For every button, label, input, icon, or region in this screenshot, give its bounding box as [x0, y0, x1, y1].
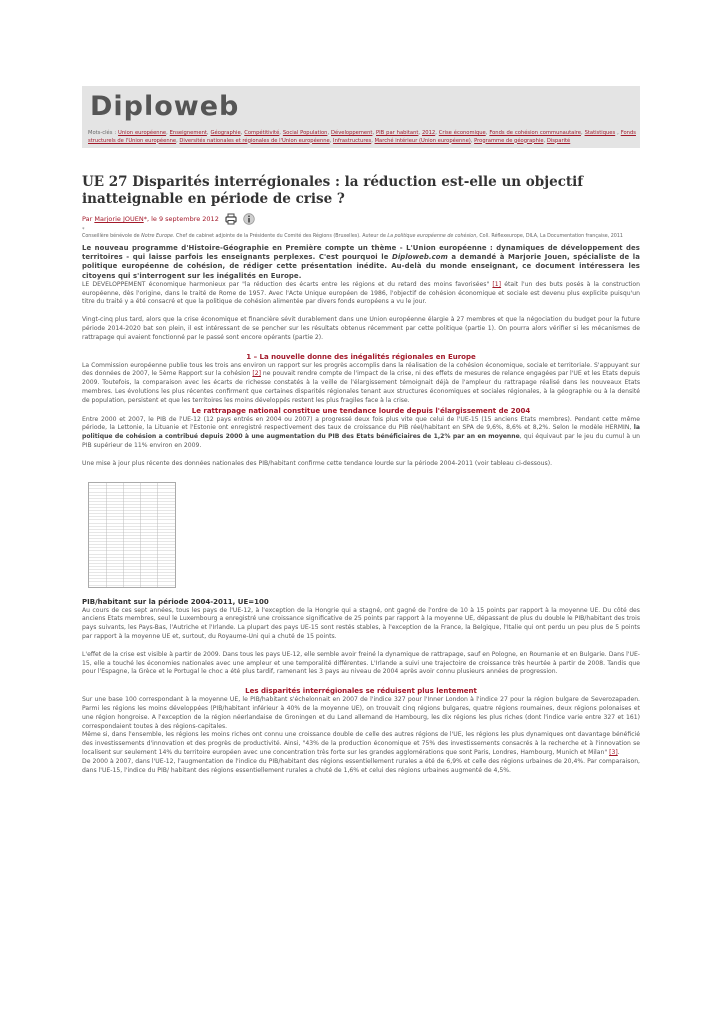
byline — [82, 212, 640, 226]
subsection-2-paragraph-2: Même si, dans l'ensemble, les régions les moins riches ont connu une croissance double de celle des autres régions de l'UE, les régions les plus dynamiques ont davantage bénéficié des investissements d'innovation et des progrès de productivité. Ainsi, "43% de la production économique et 75% des investissements consacrés à la recherche et à l'innovation se localisent sur seulement 14% du territoire européen avec une concentration très forte sur les grandes agglomérations que sont Paris, Londres, Hambourg, Munich et Milan" [3]. — [82, 731, 640, 756]
site-header — [82, 86, 640, 148]
keyword-link[interactable]: Géographie — [210, 130, 241, 136]
subsection-2-paragraph-1: Sur une base 100 correspondant à la moyenne UE, le PIB/habitant s'échelonnait en 2007 de l'indice 327 pour l'Inner London à l'indice 27 pour la région bulgare de Severozapaden. Parmi les régions les moins développées (PIB/habitant inférieur à 40% de la moyenne UE), on trouvait cinq régions bulgares, quatre régions roumaines, deux régions polonaises et une région hongroise. A l'exception de la région néerlandaise de Groningen et du Land allemand de Hambourg, les dix régions les plus riches (dont l'indice varie entre 327 et 161) correspondaient toutes à des régions-capitales. — [82, 696, 640, 730]
keyword-link[interactable]: Statistiques — [584, 130, 616, 136]
section-1-heading: 1 – La nouvelle donne des inégalités régionales en Europe — [246, 352, 476, 361]
keywords-label: Mots-clés — [88, 130, 113, 136]
subsection-1-paragraph-1: Entre 2000 et 2007, le PIB de l'UE-12 (12 pays entrés en 2004 ou 2007) a progressé deux fois plus vite que celui de l'UE-15 (15 anciens Etats membres). Pendant cette même période, la Lettonie, la Lituanie et l'Estonie ont enregistré respectivement des taux de croissance du PIB réel/habitant en SPA de 9,6%, 8,6% et 8,2%. Selon le modèle HERMIN, la politique de cohésion a contribué depuis 2000 à une augmentation du PIB des Etats bénéficiaires de 1,2% par an en moyenne, qui équivaut par le jeu du cumul à un PIB supérieur de 11% environ en 2009. — [82, 415, 640, 449]
table-grid — [88, 482, 176, 588]
subsection-2-heading: Les disparités interrégionales se réduisent plus lentement — [245, 687, 477, 696]
info-icon[interactable] — [243, 213, 255, 225]
keyword-link[interactable]: Développement — [331, 130, 373, 136]
keyword-link[interactable]: Programme de géographie — [474, 137, 544, 144]
keyword-link[interactable]: PIB par habitant — [376, 130, 419, 136]
footnote-ref-3[interactable]: [3] — [609, 748, 618, 756]
section-1-paragraph: La Commission européenne publie tous les trois ans environ un rapport sur les progrès accomplis dans la réalisation de la cohésion économique, sociale et territoriale. S'appuyant sur des données de 2007, le 5ème Rapport sur la cohésion [2] ne pouvait rendre compte de l'impact de la crise, ni des effets de mesures de relance engagées par l'UE et les Etats depuis 2009. Toutefois, la comparaison avec les écarts de richesse constatés à la veille de l'élargissement témoignait déjà de l'ampleur du rattrapage réalisé dans les nouveaux Etats membres. Les évolutions les plus récentes confirment que certaines disparités régionales tenant aux structures économiques et sociales régionales, à la géographie ou à la densité de population, persistent et que les territoires les moins développés restent les plus fragiles face à la crise. — [82, 361, 640, 404]
author-note-marker: * — [82, 227, 85, 233]
footnote-ref-2[interactable]: [2] — [252, 370, 261, 378]
article-title: UE 27 Disparités interrégionales : la réduction est-elle un objectif inatteignable en période de crise ? — [82, 174, 584, 207]
keyword-link[interactable]: Compétitivité — [244, 130, 280, 136]
intro-paragraph-2: Vingt-cinq plus tard, alors que la crise économique et financière sévit durablement dans une Union européenne élargie à 27 membres et que la négociation du budget pour la future période 2014-2020 bat son plein, il est intéressant de se pencher sur les résultats obtenus récemment par cette politique (partie 1). On pourra alors vérifier si les mécanismes de rattrapage qui avaient fonctionné par le passé sont encore opérants (partie 2). — [82, 316, 640, 341]
subsection-1-paragraph-4: L'effet de la crise est visible à partir de 2009. Dans tous les pays UE-12, elle semble avoir freiné la dynamique de rattrapage, sauf en Pologne, en Roumanie et en Bulgarie. Dans l'UE-15, elle a touché les économies nationales avec une ampleur et une temporalité différentes. L'Irlande a suivi une trajectoire de croissance très heurtée à partir de 2008. Tandis que pour l'Espagne, la Grèce et le Portugal le choc a été plus tardif, ramenant les 3 pays au niveau de 2004 après avoir connu plusieurs années de progression. — [82, 650, 640, 676]
subsection-1-paragraph-3: Au cours de ces sept années, tous les pays de l'UE-12, à l'exception de la Hongrie qui a stagné, ont gagné de l'ordre de 10 à 15 points par rapport à la moyenne UE. Du côté des anciens Etats membres, seul le Luxembourg a enregistré une croissance significative de 25 points par rapport à la moyenne UE, dépassant de plus du double le PIB/habitant des trois pays suivants, les Pays-Bas, l'Autriche et l'Irlande. La plupart des pays UE-15 sont restés stables, à l'exception de la France, la Belgique, l'Italie qui ont perdu un peu plus de 5 points par rapport à la moyenne UE et, surtout, du Royaume-Uni qui a chuté de 15 points. — [82, 606, 640, 640]
keyword-link[interactable]: Infrastructures — [333, 137, 372, 144]
gdp-table-image — [88, 477, 180, 595]
site-title[interactable]: Diploweb — [90, 91, 240, 122]
byline-prefix: Par — [82, 215, 95, 223]
keyword-link[interactable]: Union européenne — [118, 130, 167, 136]
keyword-link[interactable]: Marché intérieur (Union européenne) — [374, 137, 471, 144]
byline-date: *, le 9 septembre 2012 — [143, 215, 219, 223]
keyword-link[interactable]: Crise économique — [438, 130, 486, 136]
keyword-link[interactable]: 2012 — [422, 130, 436, 136]
article-lead: Le nouveau programme d'Histoire-Géographie en Première compte un thème - L'Union européenne : dynamiques de développement des territoires - qui laisse parfois les enseignants perplexes. C'est pourquoi le Diploweb.com a demandé à Marjorie Jouen, spécialiste de la politique européenne de cohésion, de rédiger cette présentation inédite. Au-delà du monde enseignant, ce document intéressera les citoyens qui s'interrogent sur les inégalités en Europe. — [82, 244, 640, 280]
author-link[interactable]: Marjorie JOUEN — [94, 215, 144, 223]
subsection-2-paragraph-3: De 2000 à 2007, dans l'UE-12, l'augmentation de l'indice du PIB/habitant des régions essentiellement rurales a été de 6,9% et celle des régions urbaines de 20,4%. Par comparaison, dans l'UE-15, l'indice du PIB/ habitant des régions essentiellement rurales a chuté de 1,6% et celui des régions urbaines augmenté de 4,5%. — [82, 757, 640, 774]
author-note: Conseillère bénévole de Notre Europe. Chef de cabinet adjointe de la Présidente du Comité des Régions (Bruxelles). Auteur de La politique européenne de cohésion, Coll. Réflexeurope, DILA, La Documentation française, 2011 — [82, 234, 623, 239]
intro-paragraph-1: LE DEVELOPPEMENT économique harmonieux par "la réduction des écarts entre les régions et du retard des moins favorisées" [1] était l'un des buts posés à la construction européenne, dès l'origine, dans le traité de Rome de 1957. Avec l'Acte Unique européen de 1986, l'objectif de cohésion économique et sociale est devenu plus explicite puisqu'un titre du traité y a été consacré et que la politique de cohésion alimentée par divers fonds européens a vu le jour. — [82, 280, 640, 306]
keyword-link[interactable]: Social Population — [282, 130, 328, 136]
keywords-list: Mots-clés : Union européenne, Enseignement, Géographie, Compétitivité, Social Population, Développement, PIB par habitant, 2012, Crise économique, Fonds de cohésion communautaire, Statistiques , Fonds structurels de l'Union européenne, Diversités nationales et régionales de l'Union européenne, Infrastructures, Marché intérieur (Union européenne), Programme de géographie, Disparité — [88, 130, 636, 144]
keyword-link[interactable]: Fonds structurels de l'Union européenne — [88, 130, 636, 144]
footnote-ref-1[interactable]: [1] — [492, 280, 502, 288]
keyword-link[interactable]: Disparité — [546, 137, 571, 144]
keyword-link[interactable]: Fonds de cohésion communautaire — [489, 130, 581, 136]
document-page — [82, 86, 640, 775]
keyword-link[interactable]: Enseignement — [169, 130, 207, 136]
subsection-1-paragraph-2: Une mise à jour plus récente des données nationales des PIB/habitant confirme cette tendance lourde sur la période 2004-2011 (voir tableau ci-dessous). — [82, 459, 553, 467]
subsection-1-heading: Le rattrapage national constitue une tendance lourde depuis l'élargissement de 2004 — [191, 406, 531, 415]
print-icon[interactable] — [225, 213, 237, 225]
keyword-link[interactable]: Diversités nationales et régionales de l'Union européenne — [179, 137, 330, 144]
table-caption: PIB/habitant sur la période 2004-2011, UE=100 — [82, 597, 269, 606]
